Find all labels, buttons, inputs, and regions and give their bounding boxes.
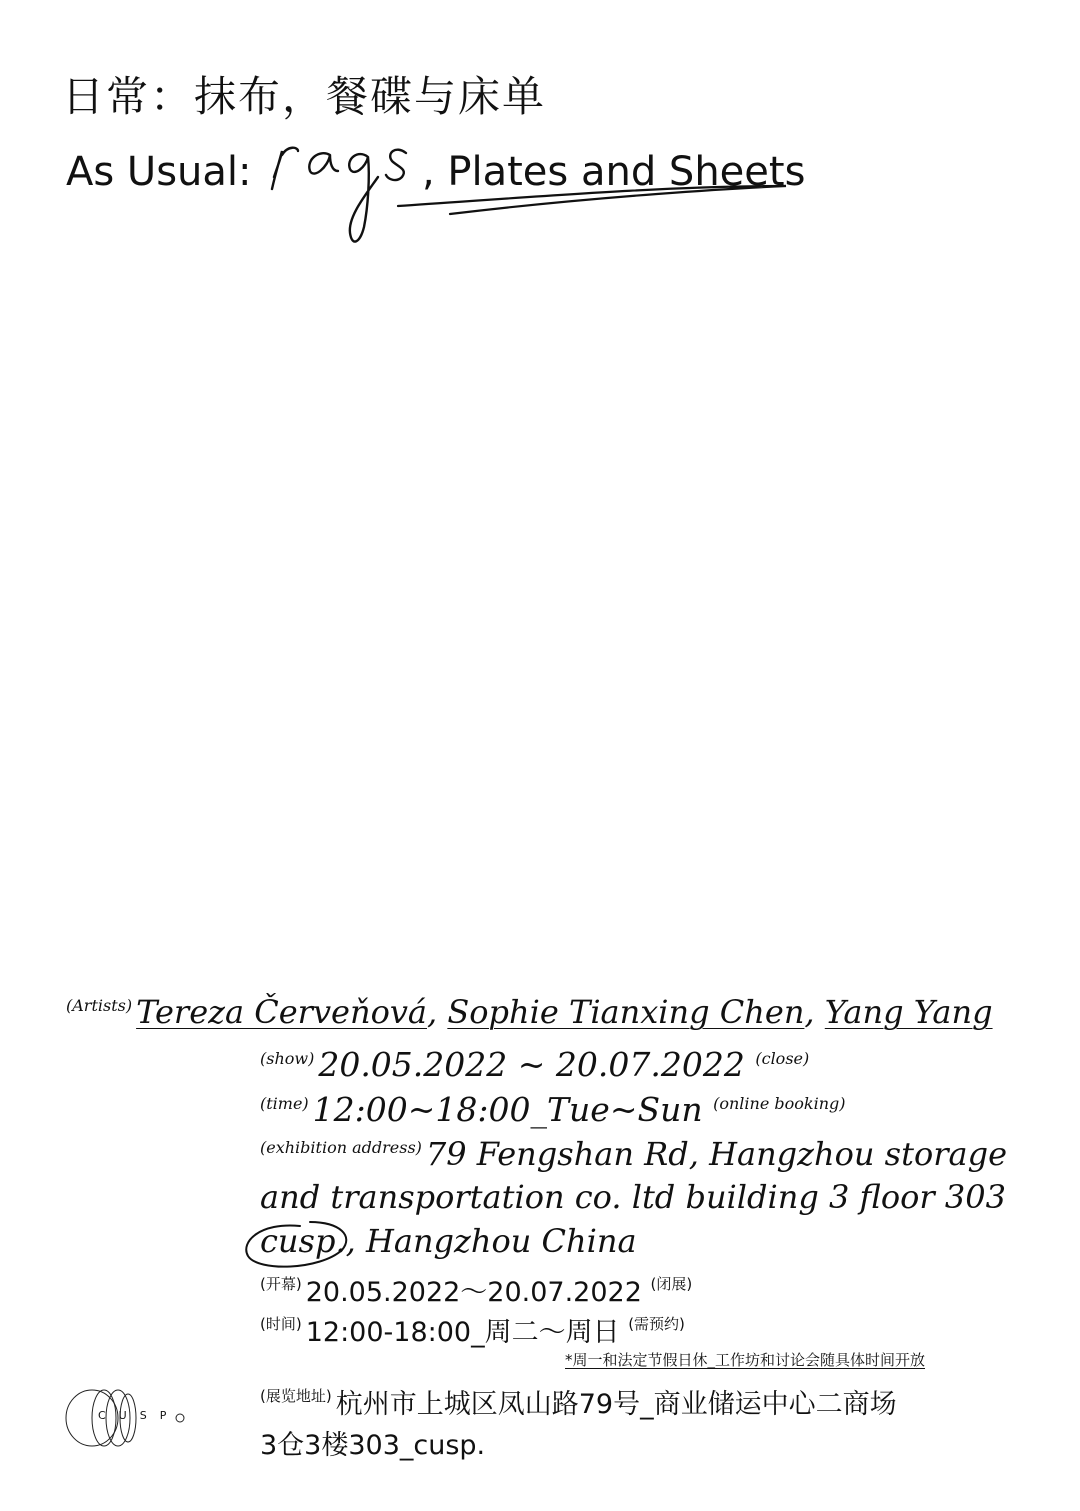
address-line-1 xyxy=(260,1135,1007,1173)
cn-open-dates: 20.05.2022～20.07.2022 xyxy=(305,1277,642,1308)
artist-separator-2: , xyxy=(804,993,825,1031)
cn-address-line-1 xyxy=(260,1382,897,1421)
artists-label: (Artists) xyxy=(66,996,133,1015)
cn-open-line xyxy=(260,1270,696,1309)
title-prefix: As Usual: xyxy=(66,149,252,195)
cn-booking-label: (需预约) xyxy=(628,1315,685,1333)
cn-open-label: (开幕) xyxy=(260,1275,302,1293)
artist-separator-1: , xyxy=(427,993,448,1031)
handwritten-rags-text: rags xyxy=(268,137,271,138)
cn-close-label: (闭展) xyxy=(650,1275,693,1293)
cusp-logo xyxy=(62,1385,192,1451)
cn-address-line-2: 3仓3楼303_cusp. xyxy=(260,1430,486,1461)
time-hours: 12:00~18:00_Tue~Sun xyxy=(312,1090,703,1129)
show-suffix: (close) xyxy=(755,1049,810,1068)
title-english xyxy=(66,137,806,195)
address-circled-word: cusp. xyxy=(260,1222,346,1260)
title-suffix: , Plates and Sheets xyxy=(421,149,806,195)
cn-time-label: (时间) xyxy=(260,1315,302,1333)
cn-note: *周一和法定节假日休_工作坊和讨论会随具体时间开放 xyxy=(565,1351,926,1369)
time-label: (time) xyxy=(260,1094,309,1113)
show-label: (show) xyxy=(260,1049,315,1068)
artists-line xyxy=(66,993,993,1031)
cn-address-text-1: 杭州市上城区凤山路79号_商业储运中心二商场 xyxy=(335,1389,897,1420)
title-underline-scribble xyxy=(0,0,1080,260)
cn-time-line xyxy=(260,1310,689,1349)
cn-time-value: 12:00-18:00_周二～周日 xyxy=(305,1317,620,1348)
time-suffix: (online booking) xyxy=(713,1094,846,1113)
address-label: (exhibition address) xyxy=(260,1138,422,1157)
time-line xyxy=(260,1090,849,1129)
cn-address-label: (展览地址) xyxy=(260,1387,332,1405)
artist-name-2: Sophie Tianxing Chen xyxy=(447,993,805,1031)
address-text-3: , Hangzhou China xyxy=(345,1222,637,1260)
address-line-2: and transportation co. ltd building 3 floor 303 xyxy=(260,1178,1006,1216)
title-chinese: 日常：抹布，餐碟与床单 xyxy=(62,72,547,121)
handwritten-rags-icon xyxy=(268,137,428,257)
address-text-1: 79 Fengshan Rd, Hangzhou storage xyxy=(425,1135,1008,1173)
cusp-logo-letters: CUSP xyxy=(98,1409,180,1422)
show-line xyxy=(260,1045,813,1084)
artist-name-3: Yang Yang xyxy=(824,993,993,1031)
artist-name-1: Tereza Červeňová xyxy=(136,993,427,1031)
address-line-3 xyxy=(260,1222,637,1260)
title-suffix-wrap xyxy=(422,149,805,195)
handwritten-rags xyxy=(264,137,409,185)
show-dates: 20.05.2022 ~ 20.07.2022 xyxy=(318,1045,745,1084)
